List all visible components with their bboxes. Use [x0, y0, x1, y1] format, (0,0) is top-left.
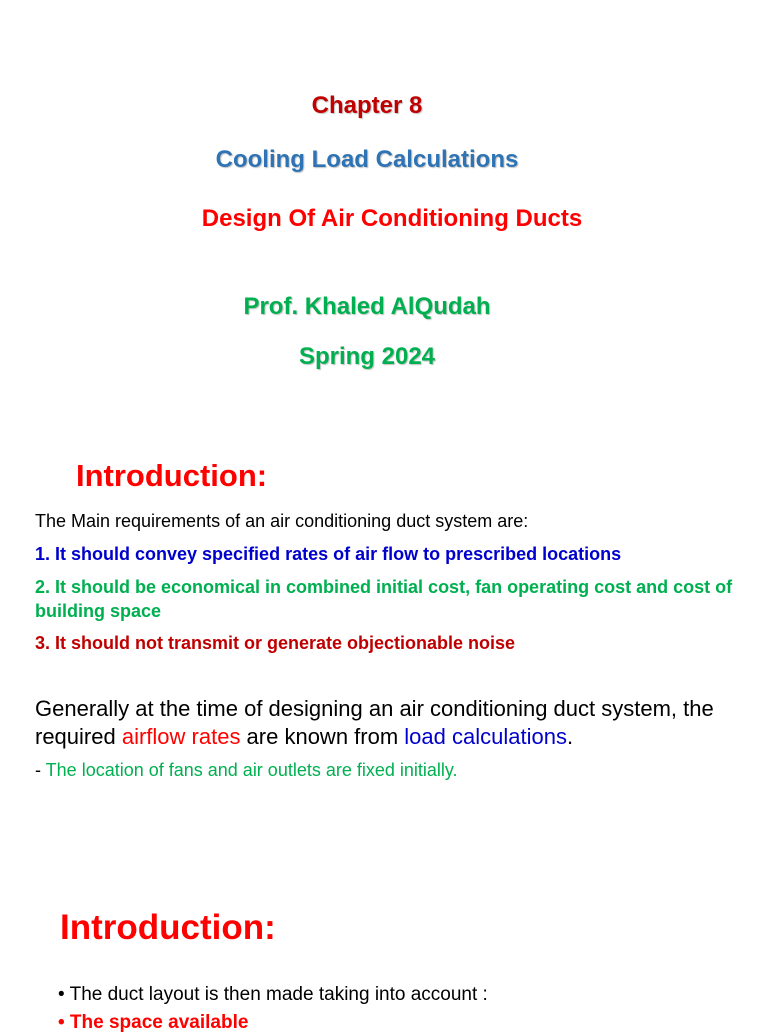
- airflow-rates-highlight: airflow rates: [121, 724, 241, 749]
- bullet-item: • The space available: [58, 1012, 249, 1033]
- requirement-item: 2. It should be economical in combined initial cost, fan operating cost and cost of building space: [35, 577, 733, 621]
- requirement-item: 3. It should not transmit or generate objectionable noise: [35, 633, 516, 653]
- professor-name: Prof. Khaled AlQudah: [243, 293, 491, 320]
- term-label: Spring 2024: [298, 343, 436, 370]
- paragraph-text: Generally at the time of designing an air conditioning duct system, the required: [35, 696, 714, 749]
- bullet-item: • The duct layout is then made taking into account :: [58, 984, 488, 1005]
- chapter-title: Chapter 8: [311, 92, 423, 119]
- chapter-subtitle: Cooling Load Calculations: [215, 146, 519, 173]
- note-dash: -: [35, 760, 46, 780]
- paragraph-text: are known from: [240, 724, 405, 749]
- paragraph-text: .: [566, 724, 574, 749]
- design-title: Design Of Air Conditioning Ducts: [201, 205, 583, 232]
- introduction-heading-2: Introduction:: [60, 908, 276, 947]
- load-calculations-highlight: load calculations: [404, 724, 567, 749]
- introduction-heading: Introduction:: [76, 458, 268, 493]
- location-note: [35, 760, 458, 781]
- note-text: The location of fans and air outlets are fixed initially.: [45, 760, 458, 780]
- design-paragraph: [35, 695, 755, 751]
- requirement-item: 1. It should convey specified rates of air flow to prescribed locations: [35, 544, 622, 564]
- requirements-lead: The Main requirements of an air conditioning duct system are:: [35, 511, 529, 531]
